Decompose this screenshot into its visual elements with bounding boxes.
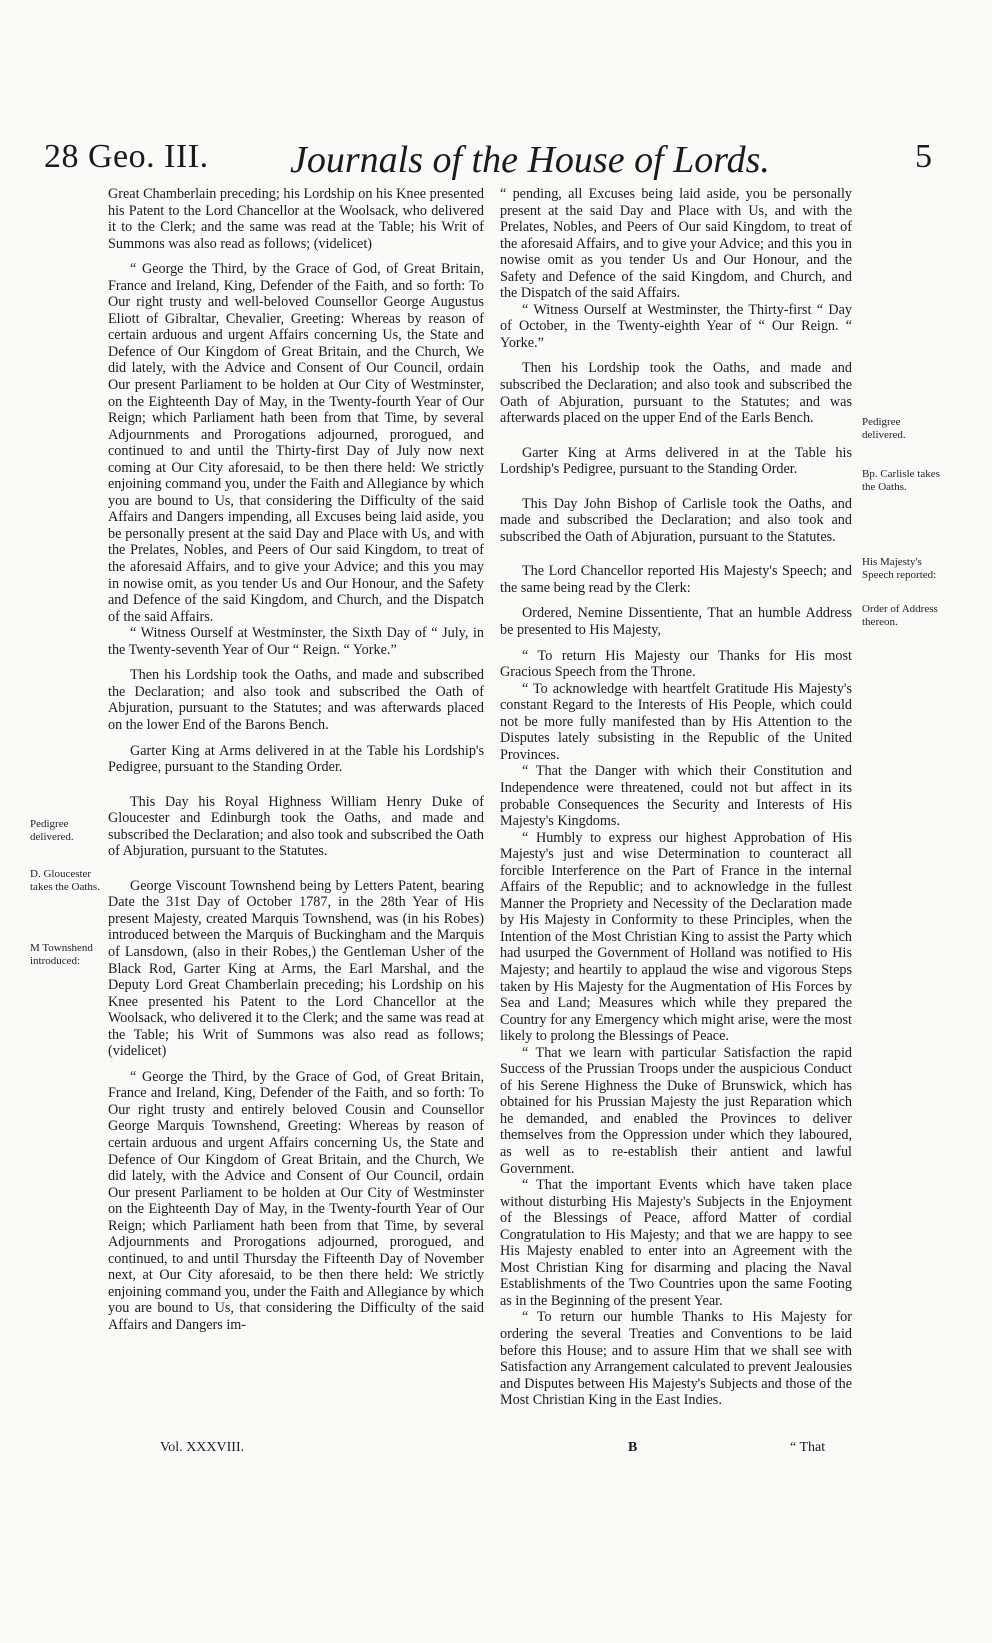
writ-paragraph: “ George the Third, by the Grace of God, of Great Britain, France and Ireland, King, Defender of the Faith, and so forth: To Our right trusty and well-beloved Counsellor George Augustus Eliott of Gibraltar, Chevalier, Greeting: Whereas by reason of certain arduous and urgent Affairs concerning Us, the State and Defence of Our Kingdom of Great Britain, and the Church, We did lately, with the Advice and Consent of Our Council, ordain Our present Parliament to be holden at Our City of Westminster, on the Eighteenth Day of May, in the Twenty-fourth Year of Our Reign; which Parliament hath been from that Time, by several Adjournments and Prorogations adjourned, prorogued, and continued to and until the Thirty-first Day of July now next coming at Our City aforesaid, to be then there held: We strictly enjoining command you, under the Faith and Allegiance by which you are bound to Us, that considering the Difficulty of the said Affairs and Dangers impending, all Excuses being laid aside, you be personally present at the said Day and Place with Us, and with the Prelates, Nobles, and Peers of Our said Kingdom, to treat of the aforesaid Affairs, and to give your Advice; and this you may in nowise omit, as you tender Us and Our Honour, and the Safety and Defence of the said Kingdom, and Church, and the Dispatch of the said Affairs. [108, 261, 484, 625]
address-item: “ That the Danger with which their Constitution and Independence were threatened, could not but affect in its probable Consequences the Security and Interests of His Majesty's Kingdoms. [500, 763, 852, 830]
margin-note-right: His Majesty's Speech reported: [862, 556, 937, 581]
address-item: “ That we learn with particular Satisfaction the rapid Success of the Prussian Troops under the auspicious Conduct of his Serene Highness the Duke of Brunswick, which has obtained for his Prussian Majesty the just Reparation which he demanded, and enabled the Provinces to deliver themselves from the Oppression under which they laboured, as well as to re-establish their antient and lawful Government. [500, 1044, 852, 1177]
margin-note-left: D. Gloucester takes the Oaths. [30, 868, 100, 893]
paragraph: This Day his Royal Highness William Henry Duke of Gloucester and Edinburgh took the Oaths, and made and subscribed the Declaration; and also took and subscribed the Oath of Abjuration, pursuant to the Statutes. [108, 793, 484, 860]
paragraph: Then his Lordship took the Oaths, and made and subscribed the Declaration; and also took and subscribed the Oath of Abjuration, pursuant to the Statutes; and was afterwards placed on the lower End of the Barons Bench. [108, 667, 484, 733]
paragraph: Garter King at Arms delivered in at the Table his Lordship's Pedigree, pursuant to the Standing Order. [500, 444, 852, 478]
volume-number: Vol. XXXVIII. [160, 1440, 245, 1455]
journal-title: Journals of the House of Lords. [290, 139, 770, 181]
right-column [500, 186, 852, 1409]
address-item: “ Humbly to express our highest Approbation of His Majesty's just and wise Determination to counteract all forcible Interference on the Part of France in the internal Affairs of the Republic; and to acknowledge in the fullest Manner the Propriety and Necessity of the Declaration made by His Majesty in Conformity to these Principles, when the Intention of the Most Christian King to assist the Party which had usurped the Government of Holland was notified to His Majesty; and heartily to applaud the wise and vigorous Steps taken by His Majesty for the Augmentation of His Forces by Sea and Land; Measures which while they prepared the Country for any Emergency which might arise, were the most likely to prolong the Blessings of Peace. [500, 829, 852, 1045]
paragraph: Then his Lordship took the Oaths, and made and subscribed the Declaration; and also took and subscribed the Oath of Abjuration, pursuant to the Statutes; and was afterwards placed on the upper End of the Earls Bench. [500, 360, 852, 427]
witness-line: “ Witness Ourself at Westminster, the Sixth Day of “ July, in the Twenty-seventh Year of Our “ Reign. “ Yorke.” [108, 625, 484, 658]
margin-note-right: Bp. Carlisle takes the Oaths. [862, 468, 940, 493]
paragraph: This Day John Bishop of Carlisle took the Oaths, and made and subscribed the Declaration; and also took and subscribed the Oath of Abjuration, pursuant to the Statutes. [500, 495, 852, 545]
paragraph: Garter King at Arms delivered in at the Table his Lordship's Pedigree, pursuant to the Standing Order. [108, 742, 484, 776]
paragraph: Great Chamberlain preceding; his Lordship on his Knee presented his Patent to the Lord Chancellor at the Woolsack, who delivered it to the Clerk; and the same was read at the Table; his Writ of Summons was also read as follows; (videlicet) [108, 186, 484, 252]
witness-line: “ Witness Ourself at Westminster, the Thirty-first “ Day of October, in the Twenty-eighth Year of “ Our Reign. “ Yorke.” [500, 301, 852, 351]
address-item: “ To return His Majesty our Thanks for His most Gracious Speech from the Throne. [500, 647, 852, 681]
catchword: “ That [790, 1440, 826, 1455]
signature-mark: B [628, 1440, 638, 1455]
address-item: “ To return our humble Thanks to His Majesty for ordering the several Treaties and Conventions to be laid before this House; and to assure Him that we shall see with Satisfaction any Arrangement calculated to prevent Jealousies and Disputes between His Majesty's Subjects and those of the Most Christian King in the East Indies. [500, 1309, 852, 1409]
margin-note-right: Order of Address thereon. [862, 603, 938, 628]
page-number: 5 [915, 138, 932, 175]
address-item: “ That the important Events which have taken place without disturbing His Majesty's Subjects in the Enjoyment of the Blessings of Peace, afford Matter of cordial Congratulation to His Majesty; and that we are happy to see His Majesty enabled to enter into an Agreement with the Most Christian King for disarming and placing the Naval Establishments of the Two Countries upon the same Footing as in the Beginning of the present Year. [500, 1177, 852, 1309]
writ-paragraph: “ George the Third, by the Grace of God, of Great Britain, France and Ireland, King, Defender of the Faith, and so forth: To Our right trusty and entirely beloved Cousin and Counsellor George Marquis Townshend, Greeting: Whereas by reason of certain arduous and urgent Affairs concerning Us, the State and Defence of Our Kingdom of Great Britain, and the Church, We did lately, with the Advice and Consent of Our Council, ordain Our present Parliament to be holden at Our City of Westminster on the Eighteenth Day of May, in the Twenty-fourth Year of Our Reign; which Parliament hath been from that Time, by several Adjournments and Prorogations adjourned, prorogued, and continued, to and until Thursday the Fifteenth Day of November next, at Our City aforesaid, to be then there held: We strictly enjoining command you, under the Faith and Allegiance by which you are bound to Us, that considering the Difficulty of the said Affairs and Dangers im- [108, 1068, 484, 1333]
paragraph: George Viscount Townshend being by Letters Patent, bearing Date the 31st Day of October 1787, in the 28th Year of His present Majesty, created Marquis Townshend, was (in his Robes) introduced between the Marquis of Buckingham and the Marquis of Lansdown, (also in their Robes,) the Gentleman Usher of the Black Rod, Garter King at Arms, the Earl Marshal, and the Deputy Lord Great Chamberlain preceding; his Lordship on his Knee presented his Patent to the Lord Chancellor at the Woolsack, who delivered it to the Clerk; and the same was read at the Table; his Writ of Summons was also read as follows; (videlicet) [108, 877, 484, 1060]
paragraph: “ pending, all Excuses being laid aside, you be personally present at the said Day and Place with Us, and with the Prelates, Nobles, and Peers of Our said Kingdom, to treat of the aforesaid Affairs, and to give your Advice; and this you in nowise omit as you tender Us and Our Honour, and the Safety and Defence of the said Kingdom, and Church, and the Dispatch of the said Affairs. [500, 186, 852, 302]
address-item: “ To acknowledge with heartfelt Gratitude His Majesty's constant Regard to the Interests of His People, which could not be more fully manifested than by His Attention to the Disputes lately subsisting in the Republic of the United Provinces. [500, 680, 852, 763]
left-column [108, 186, 484, 1334]
paragraph: The Lord Chancellor reported His Majesty's Speech; and the same being read by the Clerk: [500, 563, 852, 596]
order-paragraph: Ordered, Nemine Dissentiente, That an humble Address be presented to His Majesty, [500, 605, 852, 639]
margin-note-left: M Townshend introduced: [30, 942, 93, 967]
regnal-year: 28 Geo. III. [44, 138, 209, 175]
margin-note-left: Pedigree delivered. [30, 818, 74, 843]
margin-note-right: Pedigree delivered. [862, 416, 906, 441]
